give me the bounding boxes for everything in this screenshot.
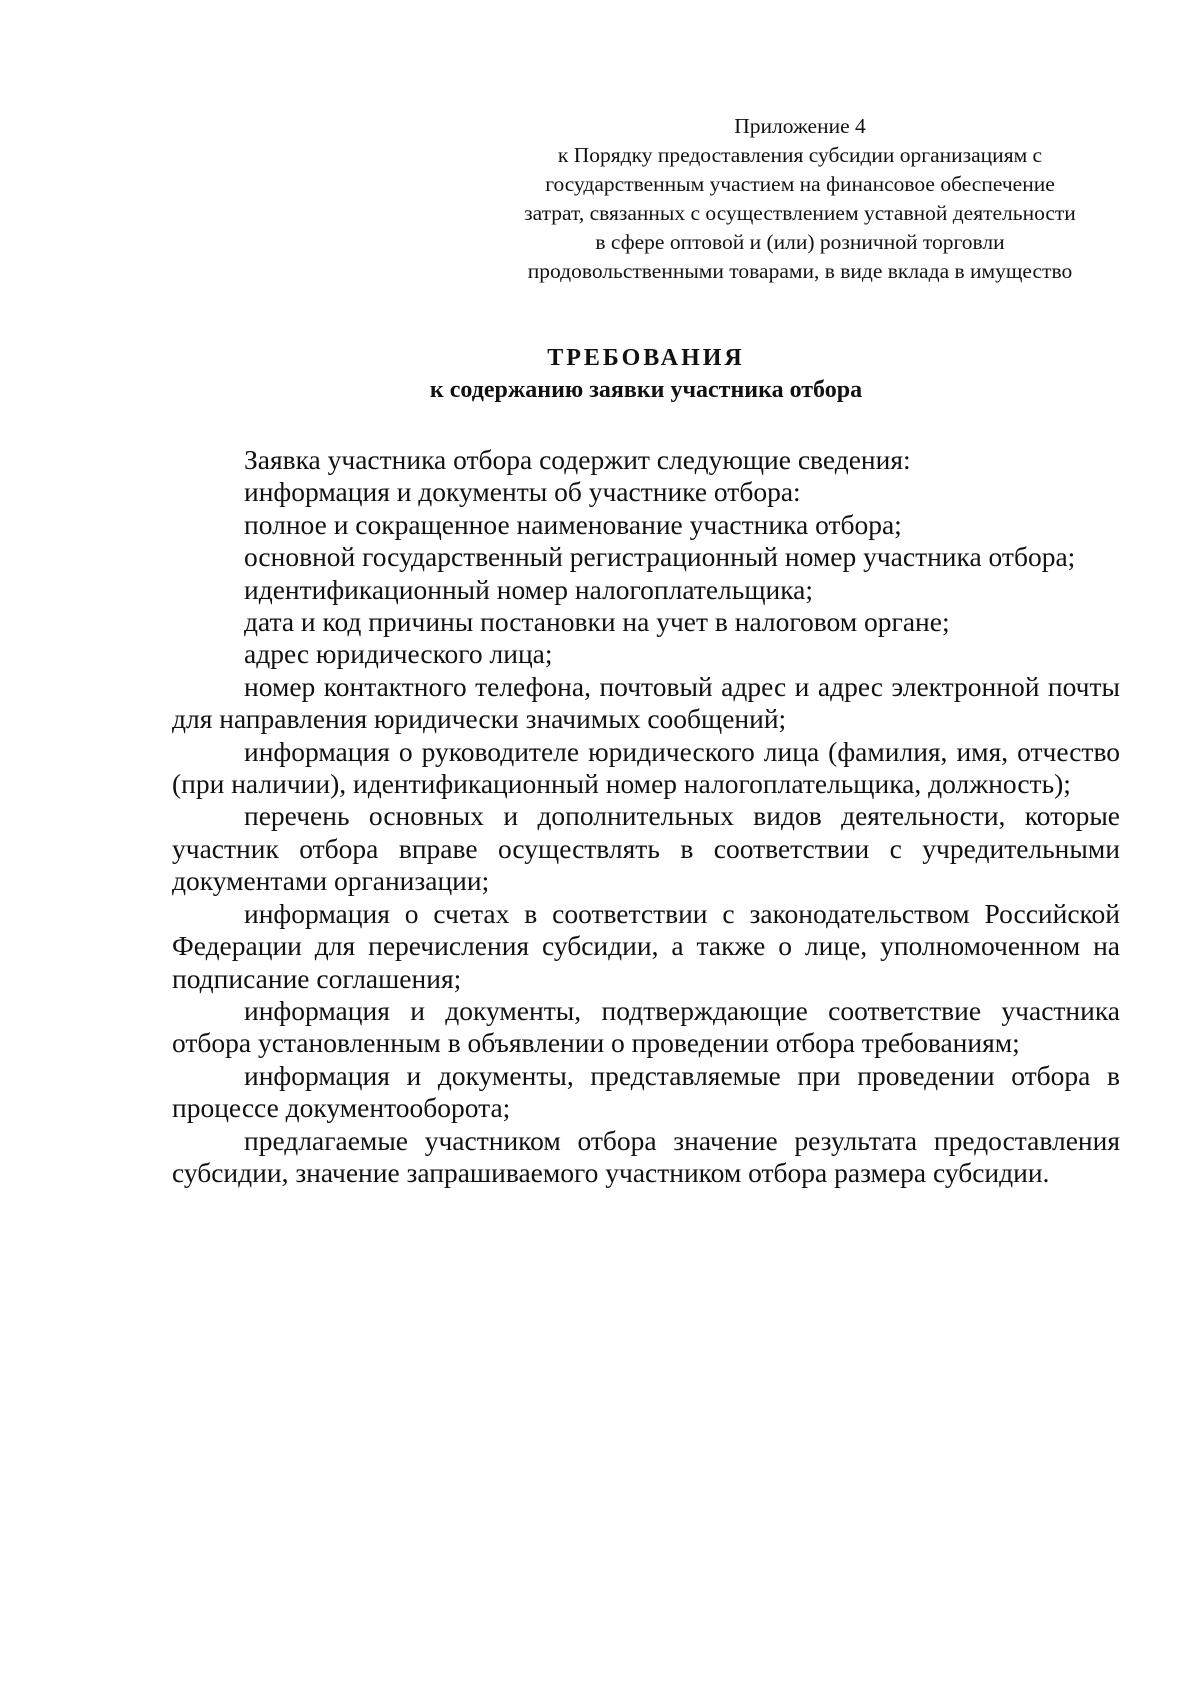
annex-line: затрат, связанных с осуществлением уставной деятельности	[524, 201, 1076, 225]
document-heading	[172, 342, 1120, 406]
paragraph: информация и документы, подтверждающие соответствие участника отбора установленным в объявлении о проведении отбора требованиям;	[172, 994, 1120, 1059]
paragraph: предлагаемые участником отбора значение результата предоставления субсидии, значение запрашиваемого участником отбора размера субсидии.	[172, 1124, 1120, 1188]
document-title: ТРЕБОВАНИЯ	[547, 345, 745, 371]
paragraph: номер контактного телефона, почтовый адрес и адрес электронной почты для направления юридически значимых сообщений;	[172, 670, 1120, 735]
paragraph: перечень основных и дополнительных видов деятельности, которые участник отбора вправе осуществлять в соответствии с учредительными документами организации;	[172, 800, 1120, 897]
annex-line: государственным участием на финансовое обеспечение	[545, 172, 1055, 196]
document-body	[172, 444, 1120, 1189]
paragraph: дата и код причины постановки на учет в налоговом органе;	[244, 606, 950, 638]
paragraph: информация о руководителе юридического лица (фамилия, имя, отчество (при наличии), идентификационный номер налогоплательщика, должность);	[172, 735, 1120, 800]
paragraph: адрес юридического лица;	[244, 638, 553, 670]
paragraph: информация о счетах в соответствии с законодательством Российской Федерации для перечисления субсидии, а также о лице, уполномоченном на подписание соглашения;	[172, 897, 1120, 994]
annex-line: к Порядку предоставления субсидии организациям с	[557, 143, 1043, 167]
annex-line: продовольственными товарами, в виде вклада в имущество	[527, 259, 1073, 283]
document-subtitle: к содержанию заявки участника отбора	[429, 377, 863, 403]
paragraph: основной государственный регистрационный номер участника отбора;	[244, 541, 1076, 573]
paragraph: информация и документы, представляемые при проведении отбора в процессе документооборота;	[172, 1059, 1120, 1124]
annex-line: Приложение 4	[734, 114, 866, 138]
paragraph: полное и сокращенное наименование участника отбора;	[244, 508, 902, 540]
paragraph: идентификационный номер налогоплательщика;	[244, 573, 814, 605]
annex-line: в сфере оптовой и (или) розничной торговли	[595, 230, 1005, 254]
paragraph: Заявка участника отбора содержит следующие сведения:	[244, 444, 911, 475]
annex-header	[480, 112, 1120, 286]
paragraph: информация и документы об участнике отбора:	[244, 476, 801, 508]
